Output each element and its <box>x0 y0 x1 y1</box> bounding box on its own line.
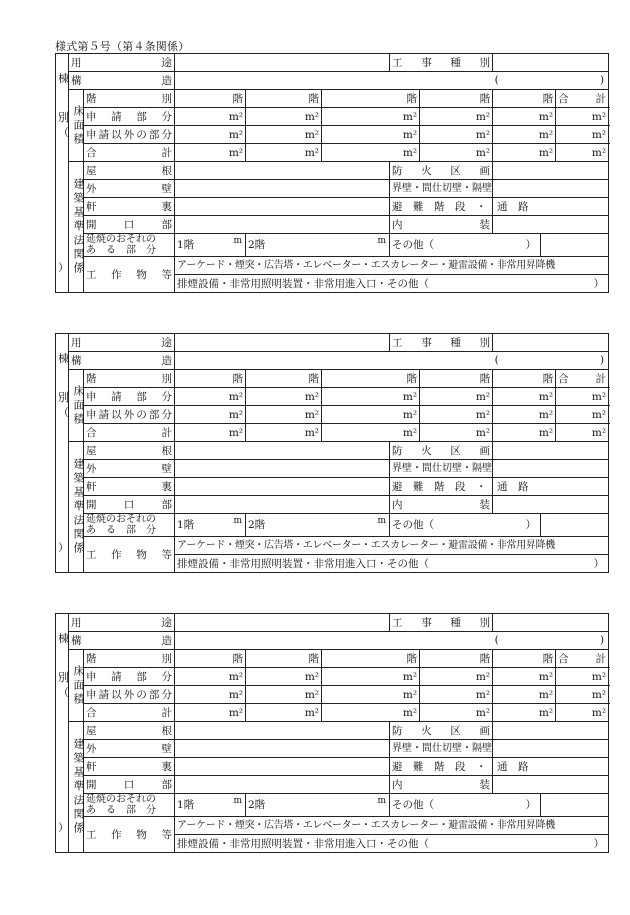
kenchiku-kijun-label: 建築基準法関係 <box>69 162 84 293</box>
area-cell[interactable]: m² <box>493 668 556 686</box>
sonota-field[interactable]: その他（ ） <box>390 794 541 817</box>
kaikobu-label: 開 口 部 <box>84 496 175 514</box>
youto-label: 用 途 <box>69 334 175 352</box>
area-cell[interactable]: m² <box>493 686 556 704</box>
kousakubutsu-label: 工 作 物 等 <box>84 817 175 853</box>
area-cell[interactable]: m² <box>175 388 246 406</box>
area-cell[interactable]: m² <box>556 424 609 442</box>
kai-cell[interactable]: 階 <box>246 90 322 108</box>
kozo-field[interactable] <box>175 632 493 650</box>
area-cell[interactable]: m² <box>175 668 246 686</box>
kai-cell[interactable]: 階 <box>493 650 556 668</box>
bouka-kukaku-field[interactable] <box>493 722 609 740</box>
enshou-extra-field[interactable] <box>541 514 609 537</box>
bouka-kukaku-label: 防 火 区 画 <box>390 722 493 740</box>
area-cell[interactable]: m² <box>322 668 420 686</box>
area-cell[interactable]: m² <box>556 686 609 704</box>
building-table <box>55 613 609 853</box>
goukei-head: 合 計 <box>556 370 609 388</box>
kai-cell[interactable]: 階 <box>493 370 556 388</box>
area-cell[interactable]: m² <box>175 704 246 722</box>
sonota-field[interactable]: その他（ ） <box>390 234 541 257</box>
kai-betsu-label: 階 別 <box>84 650 175 668</box>
goukei-label: 合 計 <box>84 424 175 442</box>
area-cell[interactable]: m² <box>175 424 246 442</box>
youto-field[interactable] <box>175 614 390 632</box>
nokiura-label: 軒 裏 <box>84 478 175 496</box>
nokiura-field[interactable] <box>175 758 390 776</box>
koji-shubetsu-field[interactable] <box>493 54 609 72</box>
area-cell[interactable]: m² <box>556 126 609 144</box>
kousakubutsu-label: 工 作 物 等 <box>84 257 175 293</box>
area-cell[interactable]: m² <box>556 108 609 126</box>
kaikobu-field[interactable] <box>175 776 390 794</box>
area-cell[interactable]: m² <box>175 144 246 162</box>
enshou-label: 延焼のおそれの あ る 部 分 <box>84 794 175 817</box>
koji-shubetsu-label: 工 事 種 別 <box>390 54 493 72</box>
kaiheki-field[interactable] <box>493 460 609 478</box>
kozo-label: 構 造 <box>69 352 175 370</box>
tou-betsu-label: 棟 別 （ ） <box>56 54 69 293</box>
kozo-paren: ( ) <box>493 352 609 370</box>
kai2-field[interactable]: 2階 m <box>246 234 390 257</box>
kousaku-line2[interactable]: 排煙設備・非常用照明装置・非常用進入口・その他（ ） <box>175 275 609 293</box>
kai1-field[interactable]: 1階 m <box>175 794 246 817</box>
bouka-kukaku-label: 防 火 区 画 <box>390 442 493 460</box>
area-cell[interactable]: m² <box>556 406 609 424</box>
sonota-field[interactable]: その他（ ） <box>390 514 541 537</box>
naisou-field[interactable] <box>493 216 609 234</box>
shinsei-bubun-label: 申 請 部 分 <box>84 668 175 686</box>
naisou-label: 内 装 <box>390 776 493 794</box>
nokiura-field[interactable] <box>175 478 390 496</box>
gaiheki-label: 外 壁 <box>84 180 175 198</box>
kenchiku-kijun-label: 建築基準法関係 <box>69 722 84 853</box>
area-cell[interactable]: m² <box>175 108 246 126</box>
kaiheki-label: 界壁・間仕切壁・隔壁 <box>390 740 493 758</box>
koji-shubetsu-field[interactable] <box>493 614 609 632</box>
area-cell[interactable]: m² <box>322 388 420 406</box>
kai-cell[interactable]: 階 <box>322 650 420 668</box>
kai-cell[interactable]: 階 <box>420 370 493 388</box>
goukei-label: 合 計 <box>84 144 175 162</box>
enshou-label: 延焼のおそれの あ る 部 分 <box>84 234 175 257</box>
area-cell[interactable]: m² <box>322 144 420 162</box>
kai-cell[interactable]: 階 <box>175 650 246 668</box>
yane-field[interactable] <box>175 162 390 180</box>
area-cell[interactable]: m² <box>556 388 609 406</box>
building-block-3 <box>55 613 608 853</box>
kozo-label: 構 造 <box>69 72 175 90</box>
nokiura-field[interactable] <box>175 198 390 216</box>
naisou-label: 内 装 <box>390 496 493 514</box>
enshou-extra-field[interactable] <box>541 234 609 257</box>
shinsei-bubun-label: 申 請 部 分 <box>84 388 175 406</box>
area-cell[interactable]: m² <box>246 144 322 162</box>
yane-label: 屋 根 <box>84 442 175 460</box>
enshou-label: 延焼のおそれの あ る 部 分 <box>84 514 175 537</box>
enshou-extra-field[interactable] <box>541 794 609 817</box>
kaiheki-label: 界壁・間仕切壁・隔壁 <box>390 180 493 198</box>
area-cell[interactable]: m² <box>175 686 246 704</box>
area-cell[interactable]: m² <box>175 406 246 424</box>
kai2-field[interactable]: 2階 m <box>246 794 390 817</box>
gaiheki-field[interactable] <box>175 740 390 758</box>
kousaku-line1: アーケード・煙突・広告塔・エレベーター・エスカレーター・避雷設備・非常用昇降機 <box>175 257 609 275</box>
area-cell[interactable]: m² <box>246 406 322 424</box>
shinsei-igai-label: 申請以外の部分 <box>84 406 175 424</box>
youto-label: 用 途 <box>69 614 175 632</box>
goukei-label: 合 計 <box>84 704 175 722</box>
kozo-field[interactable] <box>175 352 493 370</box>
koji-shubetsu-label: 工 事 種 別 <box>390 334 493 352</box>
kaiheki-label: 界壁・間仕切壁・隔壁 <box>390 460 493 478</box>
area-cell[interactable]: m² <box>322 704 420 722</box>
tou-betsu-label: 棟 別 （ ） <box>56 334 69 573</box>
nokiura-label: 軒 裏 <box>84 198 175 216</box>
kaiheki-field[interactable] <box>493 740 609 758</box>
tou-betsu-label: 棟 別 （ ） <box>56 614 69 853</box>
area-cell[interactable]: m² <box>322 686 420 704</box>
area-cell[interactable]: m² <box>322 108 420 126</box>
area-cell[interactable]: m² <box>420 126 493 144</box>
area-cell[interactable]: m² <box>322 126 420 144</box>
kai-betsu-label: 階 別 <box>84 90 175 108</box>
kaiheki-field[interactable] <box>493 180 609 198</box>
yane-label: 屋 根 <box>84 722 175 740</box>
area-cell[interactable]: m² <box>246 668 322 686</box>
shinsei-bubun-label: 申 請 部 分 <box>84 108 175 126</box>
area-cell[interactable]: m² <box>556 704 609 722</box>
kozo-label: 構 造 <box>69 632 175 650</box>
hinan-label: 避 難 階 段 ・ 通 路 <box>390 198 493 216</box>
bouka-kukaku-label: 防 火 区 画 <box>390 162 493 180</box>
goukei-head: 合 計 <box>556 90 609 108</box>
area-cell[interactable]: m² <box>420 388 493 406</box>
kai-cell[interactable]: 階 <box>175 90 246 108</box>
area-cell[interactable]: m² <box>246 686 322 704</box>
naisou-label: 内 装 <box>390 216 493 234</box>
building-block-1 <box>55 53 608 293</box>
area-cell[interactable]: m² <box>493 388 556 406</box>
area-cell[interactable]: m² <box>420 424 493 442</box>
area-cell[interactable]: m² <box>420 144 493 162</box>
building-table <box>55 333 609 573</box>
kousaku-line2[interactable]: 排煙設備・非常用照明装置・非常用進入口・その他（ ） <box>175 555 609 573</box>
naisou-field[interactable] <box>493 776 609 794</box>
area-cell[interactable]: m² <box>420 668 493 686</box>
gaiheki-label: 外 壁 <box>84 460 175 478</box>
hinan-label: 避 難 階 段 ・ 通 路 <box>390 478 493 496</box>
kai-cell[interactable]: 階 <box>420 650 493 668</box>
kai-cell[interactable]: 階 <box>420 90 493 108</box>
goukei-head: 合 計 <box>556 650 609 668</box>
koji-shubetsu-label: 工 事 種 別 <box>390 614 493 632</box>
bouka-kukaku-field[interactable] <box>493 162 609 180</box>
kai-betsu-label: 階 別 <box>84 370 175 388</box>
yane-label: 屋 根 <box>84 162 175 180</box>
area-cell[interactable]: m² <box>420 686 493 704</box>
area-cell[interactable]: m² <box>493 144 556 162</box>
kousaku-line2[interactable]: 排煙設備・非常用照明装置・非常用進入口・その他（ ） <box>175 835 609 853</box>
kai-cell[interactable]: 階 <box>322 370 420 388</box>
kousakubutsu-label: 工 作 物 等 <box>84 537 175 573</box>
gaiheki-field[interactable] <box>175 460 390 478</box>
youto-field[interactable] <box>175 334 390 352</box>
nokiura-label: 軒 裏 <box>84 758 175 776</box>
kai-cell[interactable]: 階 <box>493 90 556 108</box>
area-cell[interactable]: m² <box>493 126 556 144</box>
area-cell[interactable]: m² <box>246 108 322 126</box>
area-cell[interactable]: m² <box>246 126 322 144</box>
area-cell[interactable]: m² <box>246 424 322 442</box>
area-cell[interactable]: m² <box>322 424 420 442</box>
youto-field[interactable] <box>175 54 390 72</box>
kozo-paren: ( ) <box>493 72 609 90</box>
area-cell[interactable]: m² <box>556 668 609 686</box>
shinsei-igai-label: 申請以外の部分 <box>84 126 175 144</box>
kai-cell[interactable]: 階 <box>246 370 322 388</box>
kai-cell[interactable]: 階 <box>246 650 322 668</box>
area-cell[interactable]: m² <box>556 144 609 162</box>
kai1-field[interactable]: 1階 m <box>175 234 246 257</box>
area-cell[interactable]: m² <box>322 406 420 424</box>
kaikobu-field[interactable] <box>175 216 390 234</box>
naisou-field[interactable] <box>493 496 609 514</box>
area-cell[interactable]: m² <box>420 704 493 722</box>
youto-label: 用 途 <box>69 54 175 72</box>
gaiheki-label: 外 壁 <box>84 740 175 758</box>
area-cell[interactable]: m² <box>420 108 493 126</box>
kaikobu-label: 開 口 部 <box>84 216 175 234</box>
kai-cell[interactable]: 階 <box>322 90 420 108</box>
yuka-menseki-label: 床面積 <box>69 90 84 162</box>
shinsei-igai-label: 申請以外の部分 <box>84 686 175 704</box>
building-block-2 <box>55 333 608 573</box>
area-cell[interactable]: m² <box>493 424 556 442</box>
area-cell[interactable]: m² <box>246 704 322 722</box>
yane-field[interactable] <box>175 442 390 460</box>
form-number: 様式第５号（第４条関係） <box>55 40 190 53</box>
kaikobu-field[interactable] <box>175 496 390 514</box>
bouka-kukaku-field[interactable] <box>493 442 609 460</box>
area-cell[interactable]: m² <box>175 126 246 144</box>
area-cell[interactable]: m² <box>493 406 556 424</box>
hinan-label: 避 難 階 段 ・ 通 路 <box>390 758 493 776</box>
koji-shubetsu-field[interactable] <box>493 334 609 352</box>
kai1-field[interactable]: 1階 m <box>175 514 246 537</box>
building-table <box>55 53 609 293</box>
area-cell[interactable]: m² <box>246 388 322 406</box>
gaiheki-field[interactable] <box>175 180 390 198</box>
area-cell[interactable]: m² <box>493 704 556 722</box>
kai-cell[interactable]: 階 <box>175 370 246 388</box>
area-cell[interactable]: m² <box>493 108 556 126</box>
area-cell[interactable]: m² <box>420 406 493 424</box>
kai2-field[interactable]: 2階 m <box>246 514 390 537</box>
yane-field[interactable] <box>175 722 390 740</box>
kozo-paren: ( ) <box>493 632 609 650</box>
kaikobu-label: 開 口 部 <box>84 776 175 794</box>
yuka-menseki-label: 床面積 <box>69 650 84 722</box>
kousaku-line1: アーケード・煙突・広告塔・エレベーター・エスカレーター・避雷設備・非常用昇降機 <box>175 537 609 555</box>
yuka-menseki-label: 床面積 <box>69 370 84 442</box>
kozo-field[interactable] <box>175 72 493 90</box>
kousaku-line1: アーケード・煙突・広告塔・エレベーター・エスカレーター・避雷設備・非常用昇降機 <box>175 817 609 835</box>
kenchiku-kijun-label: 建築基準法関係 <box>69 442 84 573</box>
